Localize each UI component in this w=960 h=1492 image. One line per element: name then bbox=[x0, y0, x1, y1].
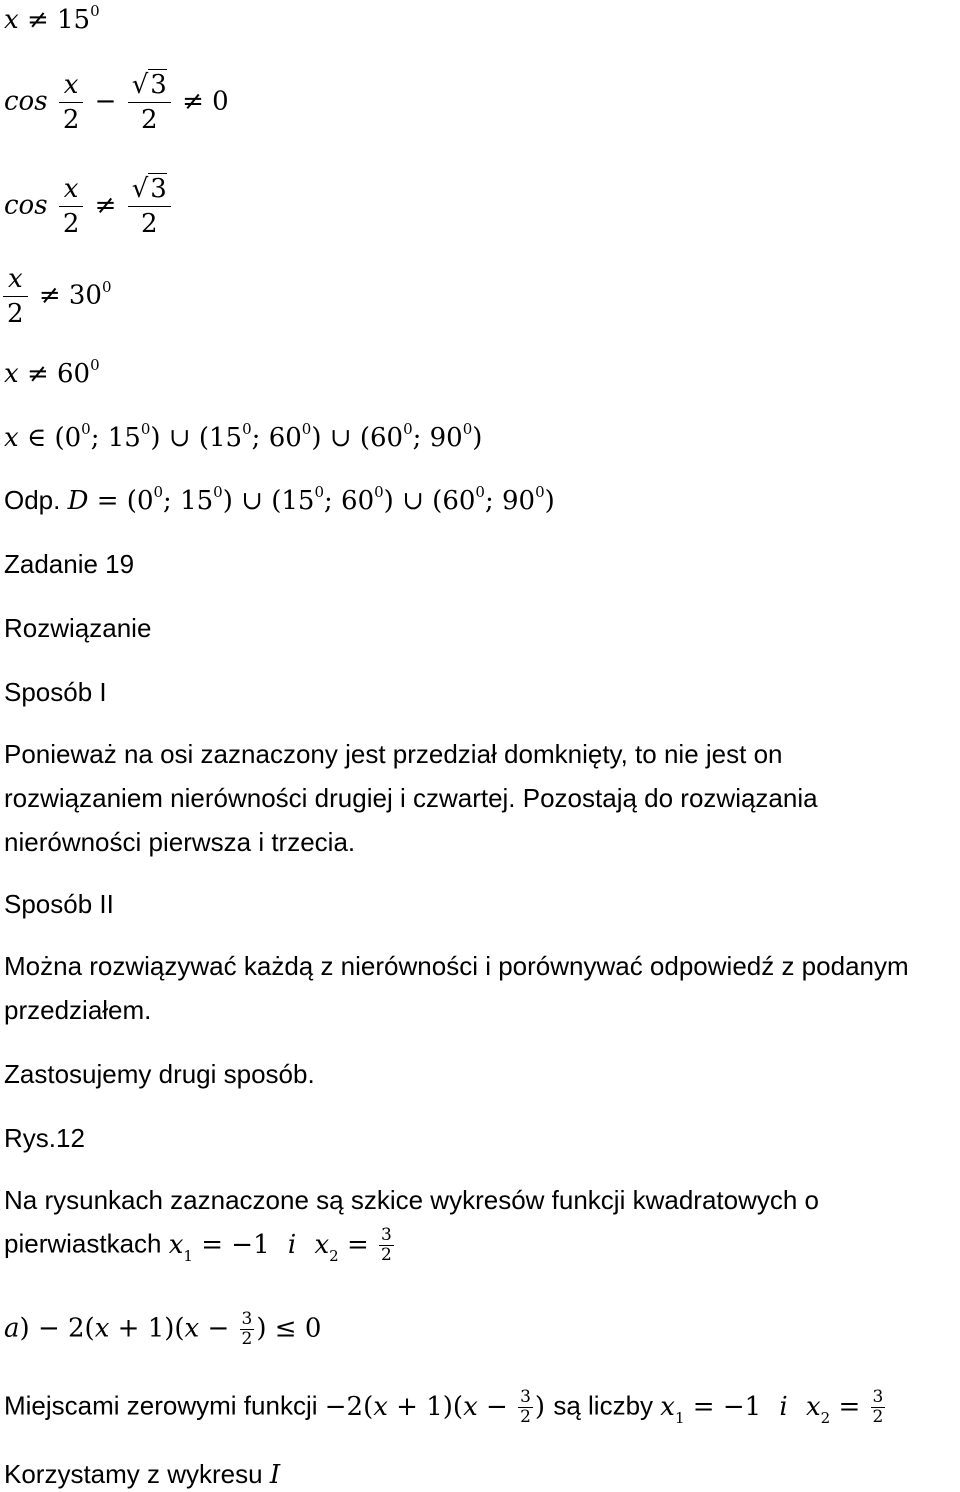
var-x: x bbox=[463, 1391, 478, 1422]
semicolon: ; bbox=[251, 423, 261, 453]
degree-sup: 0 bbox=[301, 420, 312, 438]
le-symbol: ≤ bbox=[274, 1313, 297, 1344]
minus-symbol: − bbox=[94, 86, 117, 117]
paragraph-1-line-2: rozwiązaniem nierówności drugiej i czwartej. Pozostają do rozwiązania bbox=[4, 783, 818, 813]
paren: ( bbox=[271, 486, 282, 516]
degree-sup: 0 bbox=[140, 420, 151, 438]
paren: ( bbox=[174, 1313, 185, 1344]
var-x: x bbox=[660, 1391, 675, 1422]
paren: ) bbox=[222, 486, 233, 516]
minus-symbol: − bbox=[207, 1313, 230, 1344]
fraction-3-over-2 bbox=[379, 1226, 394, 1265]
plus-symbol: + bbox=[396, 1391, 418, 1422]
korzystamy-line bbox=[4, 1458, 280, 1491]
paren: ( bbox=[54, 423, 65, 453]
semicolon: ; bbox=[484, 486, 494, 516]
num: 60 bbox=[442, 486, 476, 516]
paren: ) bbox=[544, 486, 555, 516]
var-I: I bbox=[269, 1460, 281, 1490]
union-symbol: ∪ bbox=[241, 486, 263, 516]
union-symbol: ∪ bbox=[329, 423, 352, 453]
num: −2 bbox=[324, 1391, 364, 1422]
heading-sposob-2: Sposób II bbox=[4, 889, 114, 919]
paren: ( bbox=[363, 1391, 374, 1422]
heading-rozwiazanie: Rozwiązanie bbox=[4, 613, 152, 643]
neq-symbol: ≠ bbox=[182, 86, 204, 117]
var-x: x bbox=[806, 1391, 821, 1422]
radicand: 3 bbox=[150, 174, 167, 204]
frac-den: 2 bbox=[140, 105, 158, 135]
fraction-sqrt3-over-2 bbox=[128, 172, 171, 241]
num: 0 bbox=[304, 1313, 322, 1344]
frac-num: x bbox=[3, 262, 28, 297]
roots-label: pierwiastkach bbox=[4, 1228, 162, 1259]
cos-func: cos bbox=[4, 190, 48, 221]
var-D: D bbox=[67, 486, 89, 516]
num: 60 bbox=[57, 359, 91, 389]
eq-cos-minus-sqrt bbox=[4, 68, 229, 137]
frac-den: 2 bbox=[62, 105, 80, 135]
neq-symbol: ≠ bbox=[26, 359, 49, 389]
var-x: x bbox=[184, 1313, 200, 1344]
num: 1 bbox=[147, 1313, 165, 1344]
fraction-x-over-2 bbox=[59, 68, 84, 137]
subscript: 2 bbox=[329, 1246, 339, 1265]
fraction-3-over-2 bbox=[871, 1388, 886, 1427]
eq-symbol: = bbox=[96, 486, 119, 516]
var-a: a bbox=[4, 1313, 20, 1344]
paren: ) bbox=[256, 1313, 267, 1344]
var-x: x bbox=[168, 1229, 184, 1260]
degree-sup: 0 bbox=[153, 483, 164, 501]
degree-sup: 0 bbox=[535, 483, 545, 501]
num: 15 bbox=[180, 486, 214, 516]
eq-symbol: = bbox=[692, 1391, 715, 1422]
in-symbol: ∈ bbox=[26, 423, 47, 453]
paren: ( bbox=[359, 423, 370, 453]
frac-num: 3 bbox=[241, 1309, 253, 1329]
paren: ) bbox=[472, 423, 483, 453]
frac-den: 2 bbox=[872, 1407, 884, 1427]
eq-symbol: = bbox=[838, 1391, 861, 1422]
eq-x-in-union bbox=[4, 422, 482, 457]
fraction-3-over-2 bbox=[240, 1310, 255, 1349]
fraction-x-over-2 bbox=[3, 262, 28, 331]
frac-den: 2 bbox=[381, 1245, 392, 1265]
radicand: 3 bbox=[150, 70, 167, 100]
paren: ) bbox=[534, 1391, 546, 1422]
var-x: x bbox=[373, 1391, 388, 1422]
neq-symbol: ≠ bbox=[38, 280, 61, 311]
inequality-a bbox=[4, 1310, 321, 1349]
degree-sup: 0 bbox=[101, 277, 112, 296]
paragraph-1-line-3: nierówności pierwsza i trzecia. bbox=[4, 827, 356, 857]
num: 15 bbox=[209, 423, 243, 453]
paren: ) bbox=[150, 423, 161, 453]
semicolon: ; bbox=[90, 423, 100, 453]
cos-func: cos bbox=[4, 86, 48, 117]
degree-sup: 0 bbox=[213, 483, 223, 501]
frac-num: x bbox=[59, 68, 84, 103]
fraction-x-over-2 bbox=[59, 172, 84, 241]
frac-num bbox=[128, 68, 171, 103]
num: 15 bbox=[107, 423, 141, 453]
eq-half-x-neq-30 bbox=[0, 262, 112, 331]
degree-sup: 0 bbox=[475, 483, 485, 501]
plus-symbol: + bbox=[117, 1313, 140, 1344]
subscript: 1 bbox=[674, 1408, 685, 1427]
num: 0 bbox=[64, 423, 82, 453]
num: 90 bbox=[501, 486, 536, 516]
answer-label: Odp. bbox=[4, 485, 61, 515]
num: 0 bbox=[212, 86, 229, 117]
sqrt-symbol bbox=[132, 68, 167, 102]
degree-sup: 0 bbox=[90, 2, 100, 20]
eq-x-neq-60 bbox=[4, 358, 100, 393]
frac-den: 2 bbox=[520, 1407, 531, 1427]
frac-num: x bbox=[59, 172, 84, 207]
minus-symbol: − bbox=[486, 1391, 508, 1422]
degree-sup: 0 bbox=[403, 420, 413, 438]
var-i: i bbox=[287, 1229, 297, 1260]
neq-symbol: ≠ bbox=[94, 190, 117, 221]
eq-symbol: = bbox=[346, 1229, 369, 1260]
num: 60 bbox=[268, 423, 302, 453]
paragraph-1-line-1: Ponieważ na osi zaznaczony jest przedział domknięty, to nie jest on bbox=[4, 739, 783, 769]
frac-den: 2 bbox=[140, 209, 158, 239]
subscript: 2 bbox=[820, 1408, 831, 1427]
korzystamy-label: Korzystamy z wykresu bbox=[4, 1459, 263, 1489]
num: 15 bbox=[57, 5, 91, 35]
eq-x-neq-15 bbox=[4, 4, 100, 39]
radical-sign: √ bbox=[131, 174, 149, 204]
num: −1 bbox=[231, 1229, 270, 1260]
frac-den: 2 bbox=[7, 299, 24, 329]
eq-symbol: = bbox=[201, 1229, 224, 1260]
union-symbol: ∪ bbox=[168, 423, 191, 453]
num: 60 bbox=[341, 486, 375, 516]
zeros-line bbox=[4, 1388, 887, 1427]
fraction-sqrt3-over-2 bbox=[128, 68, 171, 137]
paren: ) bbox=[383, 486, 394, 516]
eq-cos-neq-sqrt bbox=[4, 172, 174, 241]
num: 1 bbox=[426, 1391, 443, 1422]
paren: ) bbox=[164, 1313, 175, 1344]
frac-den: 2 bbox=[241, 1329, 253, 1349]
paren: ) bbox=[19, 1313, 30, 1344]
degree-sup: 0 bbox=[90, 356, 100, 374]
paragraph-2-line-2: przedziałem. bbox=[4, 995, 152, 1025]
num: 0 bbox=[136, 486, 154, 516]
figure-ref: Rys.12 bbox=[4, 1123, 85, 1153]
degree-sup: 0 bbox=[374, 483, 384, 501]
num: 90 bbox=[429, 423, 463, 453]
degree-sup: 0 bbox=[242, 420, 252, 438]
var-i: i bbox=[779, 1391, 788, 1422]
var-x: x bbox=[314, 1229, 330, 1260]
semicolon: ; bbox=[412, 423, 422, 453]
zeros-label: Miejscami zerowymi funkcji bbox=[4, 1390, 318, 1421]
frac-num: 3 bbox=[520, 1387, 531, 1407]
frac-num: 3 bbox=[381, 1225, 392, 1245]
sqrt-symbol bbox=[132, 172, 167, 206]
heading-sposob-1: Sposób I bbox=[4, 677, 107, 707]
paren: ) bbox=[311, 423, 322, 453]
answer-line bbox=[4, 484, 555, 520]
fraction-3-over-2 bbox=[518, 1388, 533, 1427]
num: 60 bbox=[369, 423, 404, 453]
degree-sup: 0 bbox=[462, 420, 473, 438]
var-x: x bbox=[4, 359, 19, 389]
neq-symbol: ≠ bbox=[26, 5, 49, 35]
minus-symbol: − bbox=[37, 1313, 60, 1344]
paren: ( bbox=[198, 423, 210, 453]
paragraph-2-line-1: Można rozwiązywać każdą z nierówności i porównywać odpowiedź z podanym bbox=[4, 951, 909, 981]
num: 2( bbox=[68, 1313, 95, 1344]
degree-sup: 0 bbox=[81, 420, 91, 438]
heading-zadanie: Zadanie 19 bbox=[4, 549, 135, 579]
var-x: x bbox=[94, 1313, 110, 1344]
paren: ( bbox=[432, 486, 443, 516]
paragraph-3-line-1: Na rysunkach zaznaczone są szkice wykresów funkcji kwadratowych o bbox=[4, 1185, 820, 1215]
zastosujemy-line: Zastosujemy drugi sposób. bbox=[4, 1059, 315, 1089]
frac-den: 2 bbox=[62, 209, 80, 239]
subscript: 1 bbox=[183, 1246, 193, 1265]
num: 15 bbox=[281, 486, 315, 516]
zeros-are-label: są liczby bbox=[553, 1390, 654, 1421]
paren: ( bbox=[452, 1391, 464, 1422]
roots-line bbox=[4, 1226, 396, 1265]
union-symbol: ∪ bbox=[402, 486, 424, 516]
paren: ) bbox=[442, 1391, 453, 1422]
degree-sup: 0 bbox=[314, 483, 324, 501]
frac-num bbox=[128, 172, 171, 207]
var-x: x bbox=[4, 5, 19, 35]
frac-num: 3 bbox=[872, 1387, 884, 1407]
semicolon: ; bbox=[324, 486, 333, 516]
paren: ( bbox=[126, 486, 137, 516]
radical-sign: √ bbox=[131, 70, 149, 100]
var-x: x bbox=[4, 423, 19, 453]
semicolon: ; bbox=[163, 486, 172, 516]
num: 30 bbox=[68, 280, 102, 311]
num: −1 bbox=[722, 1391, 762, 1422]
